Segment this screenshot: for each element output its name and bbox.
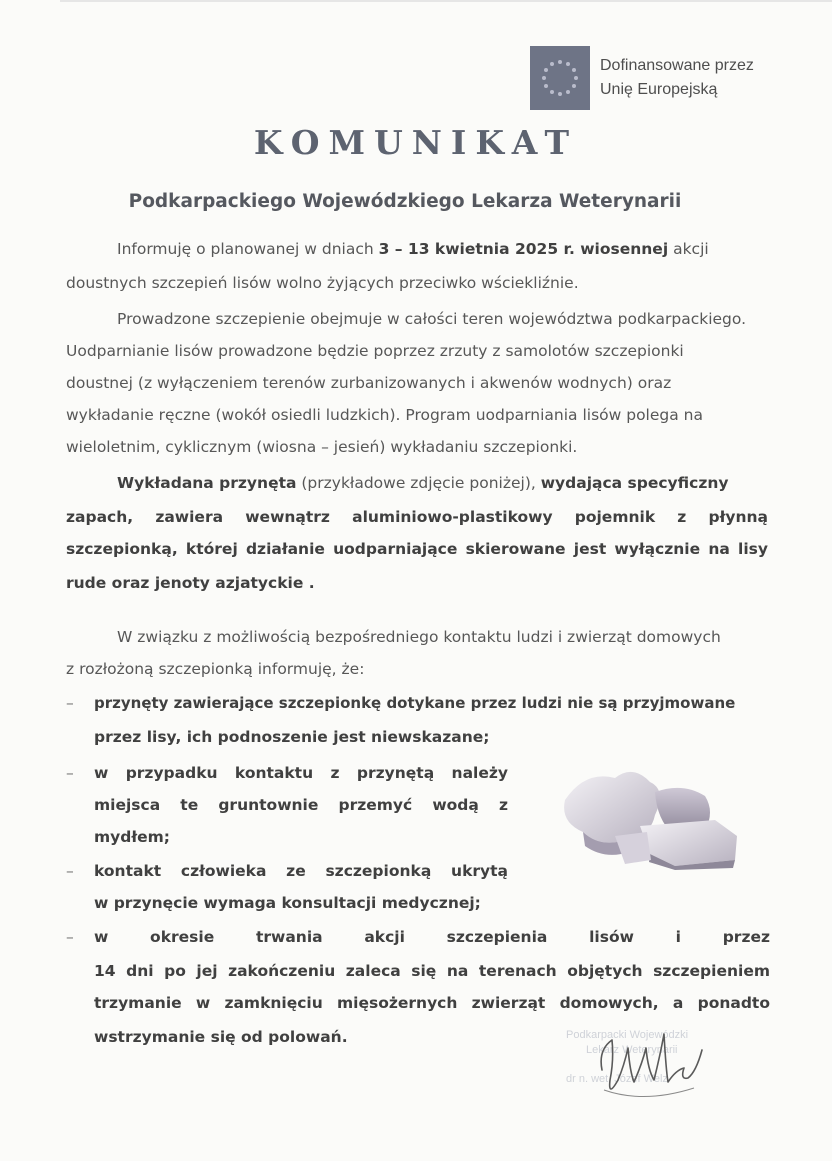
p2-line5: wieloletnim, cyklicznym (wiosna – jesień) wykładaniu szczepionki. (66, 438, 578, 456)
eu-label-line1: Dofinansowane przez (600, 57, 754, 74)
eu-label-line2: Unię Europejską (600, 81, 718, 98)
page-subtitle: Podkarpackiego Wojewódzkiego Lekarza Weterynarii (128, 191, 682, 212)
bullet1-line2: przez lisy, ich podnoszenie jest niewskazane; (94, 728, 490, 746)
scan-edge-line (60, 0, 832, 2)
p3-line2: zapach, zawiera wewnątrz aluminiowo-plastikowy pojemnik z płynną (66, 508, 768, 526)
p2-line4: wykładanie ręczne (wokół osiedli ludzkich). Program uodparniania lisów polega na (66, 406, 703, 424)
eu-funding-badge (530, 46, 754, 110)
bullet2-line2: miejsca te gruntownie przemyć wodą z (94, 796, 508, 814)
bullet3-line1: kontakt człowieka ze szczepionką ukrytą (94, 862, 508, 880)
p2-line1: Prowadzone szczepienie obejmuje w całości teren województwa podkarpackiego. (117, 310, 747, 328)
bullet4-line1: w okresie trwania akcji szczepienia lisów i przez (94, 928, 770, 946)
stamp-line2: Lekarz Weterynarii (586, 1044, 678, 1056)
p3-text-a: (przykładowe zdjęcie poniżej), (296, 474, 541, 492)
p1-line2: doustnych szczepień lisów wolno żyjących przeciwko wściekliźnie. (66, 274, 579, 292)
bullet-dash-4: – (66, 928, 74, 946)
bullet1-line1: przynęty zawierające szczepionkę dotykane przez ludzi nie są przyjmowane (94, 694, 736, 712)
bait-photo (555, 760, 745, 870)
stamp-line3: dr n. wet. Józef Welz (566, 1073, 668, 1085)
eu-funding-text (600, 54, 754, 102)
p3-bold1: Wykładana przynęta (117, 474, 297, 492)
bullet-dash-3: – (66, 862, 74, 880)
p2-line3: doustnej (z wyłączeniem terenów zurbanizowanych i akwenów wodnych) oraz (66, 374, 672, 392)
stamp-line1: Podkarpacki Wojewódzki (566, 1029, 689, 1041)
p1-dates: 3 – 13 kwietnia 2025 r. wiosennej (378, 240, 669, 258)
bullet4-line2: 14 dni po jej zakończeniu zaleca się na terenach objętych szczepieniem (94, 962, 770, 980)
p3-line3: szczepionką, której działanie uodparniające skierowane jest wyłącznie na lisy (66, 540, 768, 558)
p1-text-b: akcji (668, 240, 709, 258)
p4-line2: z rozłożoną szczepionką informuję, że: (66, 660, 365, 678)
bullet4-line3: trzymanie w zamknięciu mięsożernych zwierząt domowych, a ponadto (94, 994, 770, 1012)
p1-text-a: Informuję o planowanej w dniach (117, 240, 379, 258)
bullet3-line2: w przynęcie wymaga konsultacji medycznej; (94, 894, 481, 912)
p3-line1 (117, 474, 729, 492)
eu-flag-icon (530, 46, 590, 110)
p3-bold2: wydająca specyficzny (540, 474, 729, 492)
page-title: KOMUNIKAT (253, 123, 579, 162)
bullet2-line1: w przypadku kontaktu z przynętą należy (94, 764, 508, 782)
bullet2-line3: mydłem; (94, 828, 170, 846)
p3-line4: rude oraz jenoty azjatyckie . (66, 574, 315, 592)
handwritten-signature (584, 1020, 714, 1114)
p1-line1 (117, 240, 709, 258)
bullet-dash-2: – (66, 764, 74, 782)
bullet-dash-1: – (66, 694, 74, 712)
bullet4-line4: wstrzymanie się od polowań. (94, 1028, 348, 1046)
p2-line2: Uodparnianie lisów prowadzone będzie poprzez zrzuty z samolotów szczepionki (66, 342, 684, 360)
p4-line1: W związku z możliwością bezpośredniego kontaktu ludzi i zwierząt domowych (117, 628, 721, 646)
